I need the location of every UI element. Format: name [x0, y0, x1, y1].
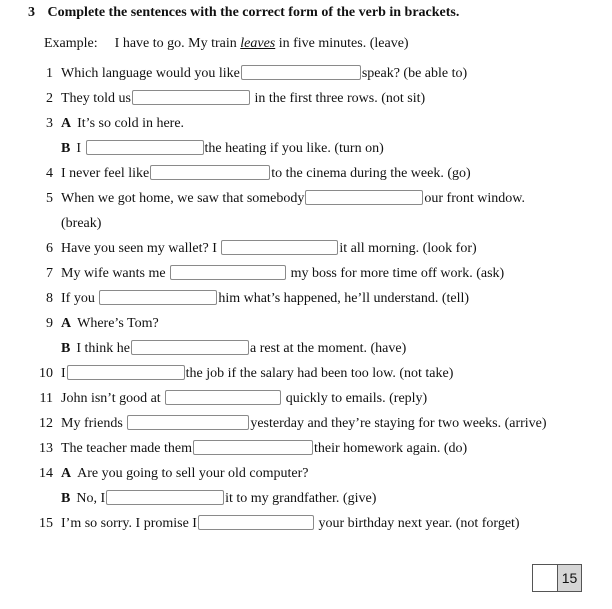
- item-number: 9: [46, 316, 53, 331]
- item-number: 8: [46, 291, 53, 306]
- answer-blank-10[interactable]: [67, 365, 185, 380]
- item-text-after: their homework again. (do): [313, 441, 468, 456]
- item-number: 6: [46, 241, 53, 256]
- page-number: 15: [558, 565, 581, 591]
- item-text-after: yesterday and they’re staying for two weeks. (arrive): [250, 416, 547, 431]
- item-text-after: our front window.: [424, 191, 525, 206]
- item-number: 11: [39, 391, 53, 406]
- item-text-before: No, I: [76, 491, 106, 506]
- item-text-before: John isn’t good at: [61, 391, 161, 406]
- item-text-before: The teacher made them: [61, 441, 192, 456]
- example-before: I have to go. My train: [114, 36, 241, 51]
- answer-blank-7[interactable]: [170, 265, 286, 280]
- item-text-before: They told us: [61, 91, 131, 106]
- item-number: 7: [46, 266, 53, 281]
- item-text-after: a rest at the moment. (have): [250, 341, 407, 356]
- item-text-before: Have you seen my wallet? I: [61, 241, 217, 256]
- exercise-instruction: Complete the sentences with the correct form of the verb in brackets.: [47, 5, 460, 20]
- item-number: 13: [39, 441, 53, 456]
- item-text-before: I: [61, 366, 66, 381]
- page-number-box: [532, 564, 582, 592]
- item-number: 4: [46, 166, 53, 181]
- item-text-after: it to my grandfather. (give): [225, 491, 377, 506]
- answer-blank-2[interactable]: [132, 90, 250, 105]
- item-text-before: My wife wants me: [61, 266, 166, 281]
- answer-blank-4[interactable]: [150, 165, 270, 180]
- answer-blank-12[interactable]: [127, 415, 249, 430]
- example-label: Example:: [44, 36, 98, 51]
- item-text-after: the job if the salary had been too low. (not take): [185, 366, 454, 381]
- speaker-label: B: [61, 141, 71, 156]
- answer-blank-15[interactable]: [198, 515, 314, 530]
- item-number: 2: [46, 91, 53, 106]
- item-text-after: him what’s happened, he’ll understand. (tell): [218, 291, 470, 306]
- answer-blank-5[interactable]: [305, 190, 423, 205]
- answer-blank-6[interactable]: [221, 240, 338, 255]
- item-text-after: your birthday next year. (not forget): [318, 516, 520, 531]
- speaker-label: A: [61, 316, 72, 331]
- item-number: 3: [46, 116, 53, 131]
- item-text-before: When we got home, we saw that somebody: [61, 191, 305, 206]
- item-number: 5: [46, 191, 53, 206]
- item-text-before: It’s so cold in here.: [77, 116, 185, 131]
- item-text-before: Where’s Tom?: [77, 316, 159, 331]
- page-number-spacer: [533, 565, 558, 591]
- exercise-number: 3: [28, 5, 35, 20]
- item-number: 12: [39, 416, 53, 431]
- answer-blank-3[interactable]: [86, 140, 204, 155]
- answer-blank-11[interactable]: [165, 390, 281, 405]
- answer-blank-8[interactable]: [99, 290, 217, 305]
- item-text-after: in the first three rows. (not sit): [254, 91, 426, 106]
- exercise-heading: [28, 5, 459, 21]
- item-text-after: the heating if you like. (turn on): [204, 141, 384, 156]
- speaker-label: B: [61, 341, 71, 356]
- item-text-after: speak? (be able to): [361, 66, 468, 81]
- answer-blank-9[interactable]: [131, 340, 249, 355]
- item-text-before: Which language would you like: [61, 66, 240, 81]
- answer-blank-13[interactable]: [193, 440, 313, 455]
- item-number: 10: [39, 366, 53, 381]
- example-line: [44, 35, 409, 53]
- example-after: in five minutes. (leave): [275, 36, 409, 51]
- speaker-label: B: [61, 491, 71, 506]
- item-text-after: to the cinema during the week. (go): [271, 166, 471, 181]
- item-text-after: it all morning. (look for): [339, 241, 477, 256]
- item-text-before: I never feel like: [61, 166, 150, 181]
- item-text-after: quickly to emails. (reply): [285, 391, 428, 406]
- item-text-before: Are you going to sell your old computer?: [77, 466, 309, 481]
- speaker-label: A: [61, 466, 72, 481]
- answer-blank-1[interactable]: [241, 65, 361, 80]
- speaker-label: A: [61, 116, 72, 131]
- item-number: 1: [46, 66, 53, 81]
- item-text-before: My friends: [61, 416, 123, 431]
- item-text-before: I: [76, 141, 82, 156]
- item-text-continuation: (break): [61, 216, 102, 231]
- example-verb: leaves: [240, 36, 276, 51]
- item-text-after: my boss for more time off work. (ask): [290, 266, 505, 281]
- item-number: 14: [39, 466, 53, 481]
- item-text-before: I’m so sorry. I promise I: [61, 516, 197, 531]
- item-text-before: If you: [61, 291, 95, 306]
- item-number: 15: [39, 516, 53, 531]
- answer-blank-14[interactable]: [106, 490, 224, 505]
- item-text-before: I think he: [76, 341, 130, 356]
